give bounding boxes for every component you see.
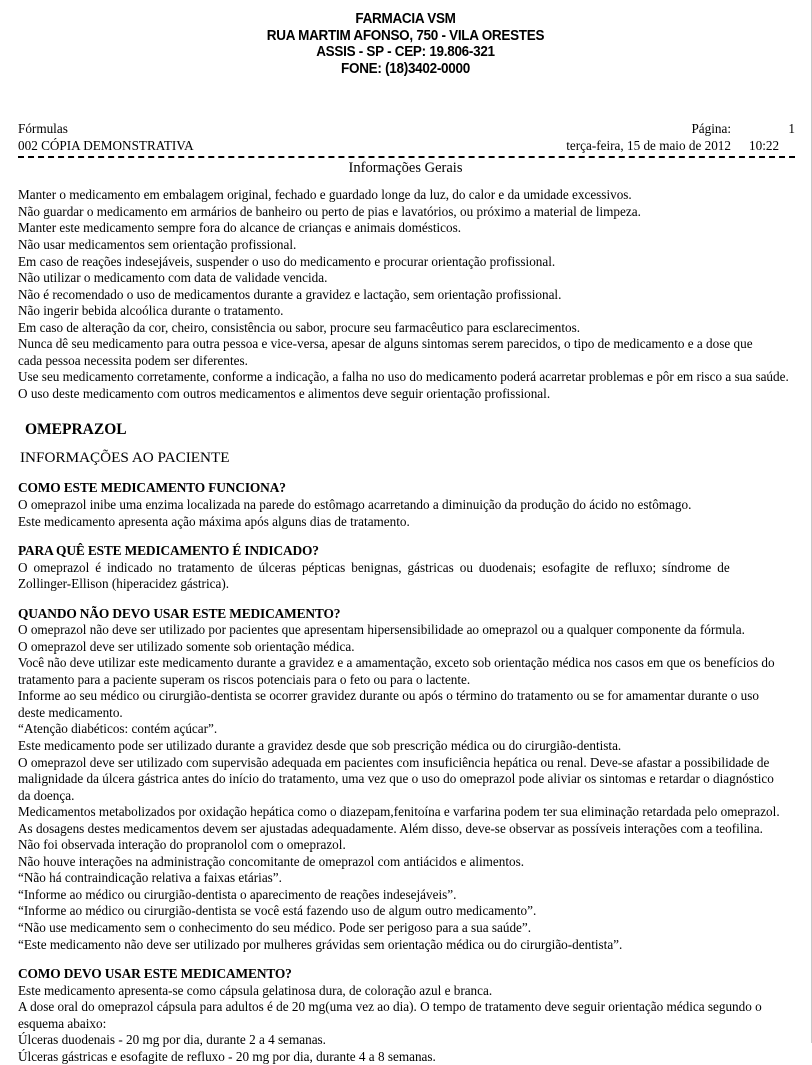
section-line: O omeprazol inibe uma enzima localizada na parede do estômago acarretando a diminuição da produção do ácido no estômago. [18,496,692,512]
section-line: “Informe ao médico ou cirurgião-dentista o aparecimento de reações indesejáveis”. [18,886,457,902]
pharmacy-name: FARMACIA VSM [355,11,456,27]
document-date: terça-feira, 15 de maio de 2012 [566,137,731,153]
page-indicator [691,121,795,138]
document-meta [0,121,811,154]
drug-sections [18,480,799,1065]
section-line: Informe ao seu médico ou cirurgião-dentista se ocorrer gravidez durante ou após o término do tratamento ou se for amamentar durante o uso [18,688,759,704]
pharmacy-city-zip: ASSIS - SP - CEP: 19.806-321 [316,44,495,61]
copy-label: 002 CÓPIA DEMONSTRATIVA [18,137,194,153]
general-info-line: Em caso de alteração da cor, cheiro, consistência ou sabor, procure seu farmacêutico para esclarecimentos. [18,319,581,335]
section-line: Úlceras duodenais - 20 mg por dia, durante 2 a 4 semanas. [18,1032,326,1048]
general-info-line: Não ingerir bebida alcoólica durante o tratamento. [18,303,284,319]
section-line: malignidade da úlcera gástrica antes do início do tratamento, uma vez que o uso do omeprazol pode aliviar os sintomas e retardar o diagnóstico [18,771,774,787]
section-heading: COMO DEVO USAR ESTE MEDICAMENTO? [18,966,292,982]
patient-info-title: INFORMAÇÕES AO PACIENTE [20,449,230,467]
general-info-line: Em caso de reações indesejáveis, suspender o uso do medicamento e procurar orientação profissional. [18,253,556,269]
section-line: O omeprazol é indicado no tratamento de úlceras pépticas benignas, gástricas ou duodenais; esofagite de refluxo; síndrome de [18,559,730,575]
section-line: “Não use medicamento sem o conhecimento do seu médico. Pode ser perigoso para a sua saúde”. [18,920,532,936]
section-body [18,983,799,1065]
section-body [18,622,799,953]
section-line: As dosagens destes medicamentos devem ser ajustadas adequadamente. Além disso, deve-se observar as possíveis interações com a teofilina. [18,820,763,836]
general-info-line: cada pessoa necessita podem ser diferentes. [18,352,248,368]
section-line: Este medicamento apresenta ação máxima após alguns dias de tratamento. [18,513,410,529]
section-line: “Atenção diabéticos: contém açúcar”. [18,721,218,737]
section-line: deste medicamento. [18,704,123,720]
general-info-line: Use seu medicamento corretamente, conforme a indicação, a falha no uso do medicamento poderá acarretar problemas e pôr em risco a sua saúde. [18,369,789,385]
section-heading: PARA QUÊ ESTE MEDICAMENTO É INDICADO? [18,543,319,559]
pharmacy-phone: FONE: (18)3402-0000 [341,60,470,77]
section-line: Não foi observada interação do propranolol com o omeprazol. [18,837,346,853]
general-info-line: Não é recomendado o uso de medicamentos durante a gravidez e lactação, sem orientação profissional. [18,286,562,302]
meta-row-top [18,121,795,138]
section-line: “Não há contraindicação relativa a faixas etárias”. [18,870,282,886]
timestamp [566,138,795,155]
general-info-line: O uso deste medicamento com outros medicamentos e alimentos deve seguir orientação profissional. [18,385,551,401]
general-info-title: Informações Gerais [348,160,463,177]
section-line: Este medicamento apresenta-se como cápsula gelatinosa dura, de coloração azul e branca. [18,982,493,998]
section-line: O omeprazol não deve ser utilizado por pacientes que apresentam hipersensibilidade ao omeprazol ou a qualquer componente da fórmula. [18,622,745,638]
section-line: Medicamentos metabolizados por oxidação hepática como o diazepam,fenitoína e varfarina podem ter sua eliminação retardada pelo omeprazol. [18,804,780,820]
section-line: O omeprazol deve ser utilizado somente sob orientação médica. [18,638,355,654]
section-body [18,497,799,530]
section-line: tratamento para a paciente superam os riscos potenciais para o feto ou para o lactente. [18,671,471,687]
page-number: 1 [788,121,795,137]
general-info-line: Não utilizar o medicamento com data de validade vencida. [18,270,328,286]
general-info-body [0,187,811,402]
section-line: da doença. [18,787,75,803]
meta-row-bottom [18,138,795,155]
pharmacy-letterhead [28,0,782,77]
general-info-line: Não guardar o medicamento em armários de banheiro ou perto de pias e lavatórios, ou próximo a material de limpeza. [18,203,641,219]
general-info-line: Nunca dê seu medicamento para outra pessoa e vice-versa, apesar de alguns sintomas serem parecidos, o tipo de medicamento e a dose que [18,336,753,352]
section-line: A dose oral do omeprazol cápsula para adultos é de 20 mg(uma vez ao dia). O tempo de tratamento deve seguir orientação médica segundo o [18,999,762,1015]
general-info-line: Manter o medicamento em embalagem original, fechado e guardado longe da luz, do calor e da umidade excessivos. [18,187,632,203]
section-heading: QUANDO NÃO DEVO USAR ESTE MEDICAMENTO? [18,605,341,621]
section-line: “Este medicamento não deve ser utilizado por mulheres grávidas sem orientação médica ou do cirurgião-dentista”. [18,936,623,952]
section-line: Úlceras gástricas e esofagite de refluxo - 20 mg por dia, durante 4 a 8 semanas. [18,1048,436,1064]
section-line: “Informe ao médico ou cirurgião-dentista se você está fazendo uso de algum outro medicamento”. [18,903,537,919]
section-line: O omeprazol deve ser utilizado com supervisão adequada em pacientes com insuficiência hepática ou renal. Deve-se afastar a possibilidade de [18,754,770,770]
section-line: Você não deve utilizar este medicamento durante a gravidez e a amamentação, exceto sob orientação médica nos casos em que os benefícios do [18,655,775,671]
section-line: Não houve interações na administração concomitante de omeprazol com antiácidos e alimentos. [18,853,525,869]
section-line: Este medicamento pode ser utilizado durante a gravidez desde que sob prescrição médica ou do cirurgião-dentista. [18,738,622,753]
formulas-label: Fórmulas [18,121,68,137]
drug-name: OMEPRAZOL [25,421,127,439]
document-time: 10:22 [749,137,780,153]
section-line: esquema abaixo: [18,1015,107,1031]
section-body [18,560,799,593]
drug-leaflet [0,420,811,1065]
header-divider [18,156,795,158]
section-heading: COMO ESTE MEDICAMENTO FUNCIONA? [18,480,286,496]
general-info-line: Não usar medicamentos sem orientação profissional. [18,237,297,253]
page-label: Página: [691,121,731,137]
section-line: Zollinger-Ellison (hiperacidez gástrica). [18,576,230,592]
pharmacy-address: RUA MARTIM AFONSO, 750 - VILA ORESTES [266,27,545,44]
general-info-line: Manter este medicamento sempre fora do alcance de crianças e animais domésticos. [18,220,462,236]
